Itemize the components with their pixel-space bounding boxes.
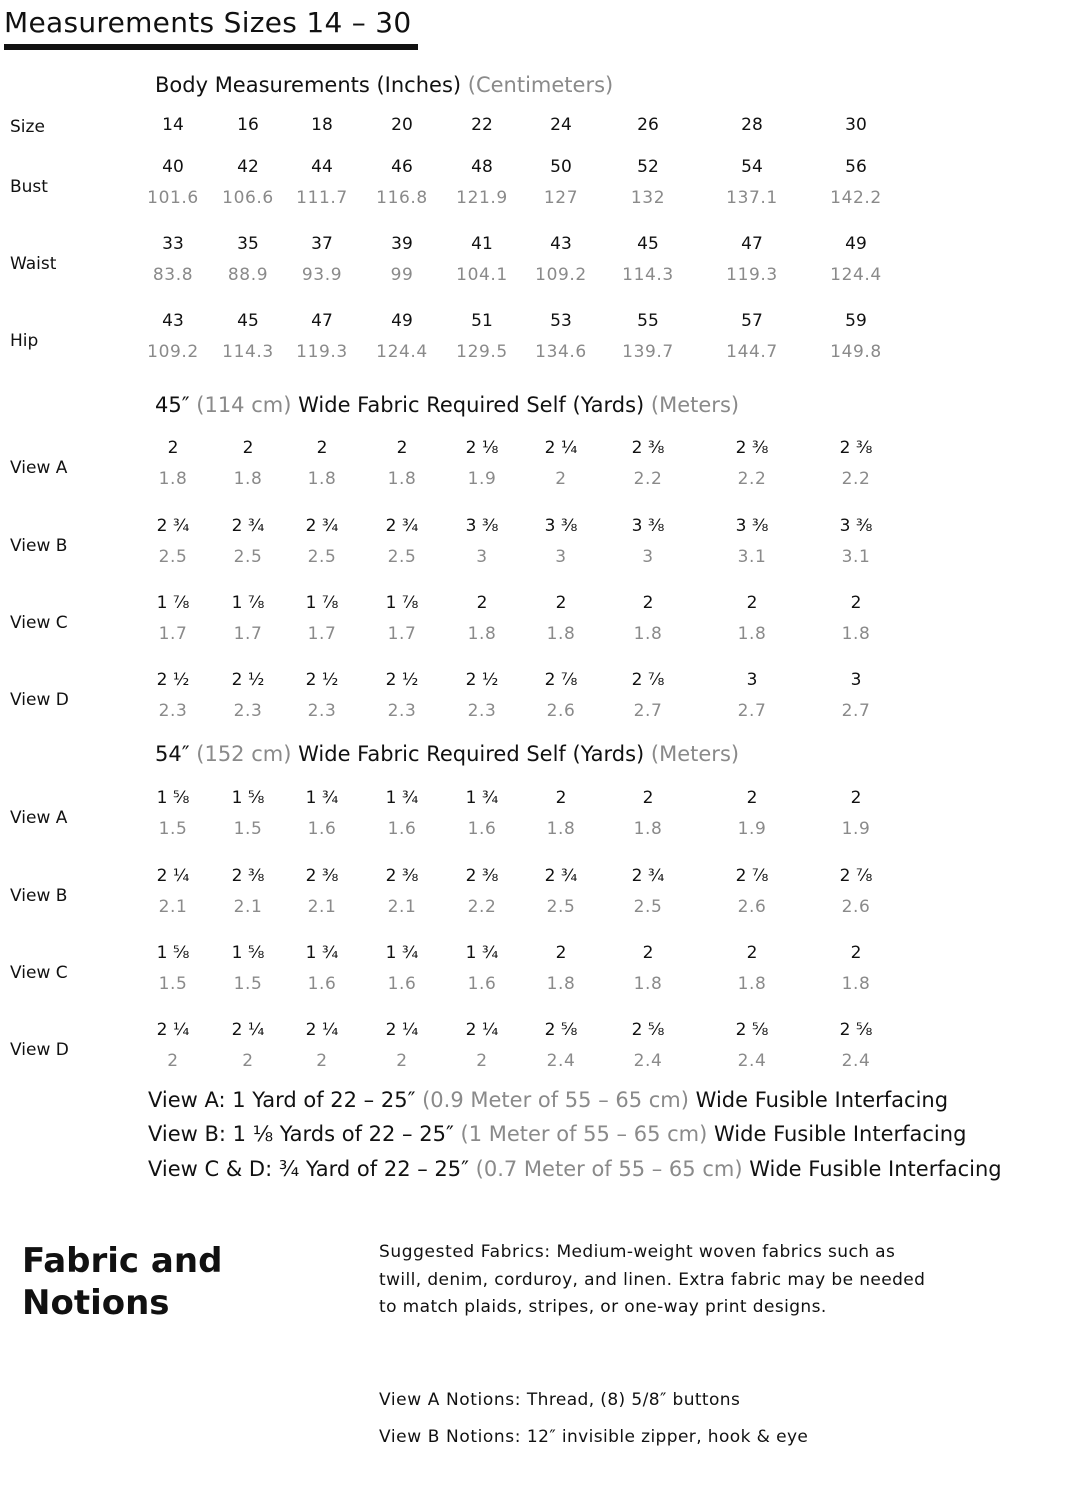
metric-cell: 2 bbox=[396, 1051, 408, 1071]
metric-cell: 3.1 bbox=[841, 547, 871, 567]
metric-cell: 1.6 bbox=[387, 974, 417, 994]
metric-cell: 1.5 bbox=[233, 974, 263, 994]
metric-cell: 2.2 bbox=[467, 897, 497, 917]
imperial-cell: 2 bbox=[850, 943, 862, 963]
imperial-cell: 57 bbox=[741, 311, 763, 331]
row-label: View A bbox=[10, 458, 68, 478]
title-rule bbox=[4, 44, 418, 50]
suggested-fabrics-paragraph bbox=[379, 1239, 939, 1322]
view-b-notions-text: 12″ invisible zipper, hook & eye bbox=[526, 1427, 809, 1447]
metric-cell: 2.3 bbox=[158, 701, 188, 721]
imperial-cell: 2 bbox=[746, 593, 758, 613]
row-label: View A bbox=[10, 808, 68, 828]
imperial-cell: 2 ½ bbox=[231, 670, 265, 690]
imperial-cell: 2 ⅝ bbox=[631, 1020, 665, 1040]
imperial-cell: 1 ¾ bbox=[465, 943, 499, 963]
metric-cell: 2 bbox=[167, 1051, 179, 1071]
imperial-cell: 2 ¼ bbox=[465, 1020, 499, 1040]
metric-cell: 2.2 bbox=[841, 469, 871, 489]
imperial-cell: 2 ⅛ bbox=[465, 438, 499, 458]
heading-main: Wide Fabric Required Self (Yards) bbox=[298, 393, 645, 417]
metric-cell: 2.1 bbox=[233, 897, 263, 917]
size-cell: 24 bbox=[550, 115, 572, 135]
imperial-cell: 43 bbox=[162, 311, 184, 331]
metric-cell: 2.3 bbox=[307, 701, 337, 721]
imperial-cell: 2 bbox=[167, 438, 179, 458]
metric-cell: 2.1 bbox=[307, 897, 337, 917]
metric-cell: 114.3 bbox=[622, 265, 674, 285]
interfacing-metric: (0.7 Meter of 55 – 65 cm) bbox=[475, 1157, 743, 1181]
imperial-cell: 2 ¾ bbox=[544, 866, 578, 886]
imperial-cell: 1 ¾ bbox=[305, 943, 339, 963]
metric-cell: 83.8 bbox=[152, 265, 194, 285]
imperial-cell: 1 ⅝ bbox=[231, 788, 265, 808]
imperial-cell: 1 ⅝ bbox=[156, 788, 190, 808]
metric-cell: 1.5 bbox=[233, 819, 263, 839]
heading-unit: (Centimeters) bbox=[467, 73, 614, 97]
metric-cell: 111.7 bbox=[296, 188, 348, 208]
imperial-cell: 55 bbox=[637, 311, 659, 331]
imperial-cell: 2 bbox=[555, 593, 567, 613]
view-a-notions bbox=[379, 1387, 939, 1415]
imperial-cell: 2 ⅞ bbox=[631, 670, 665, 690]
row-label: Hip bbox=[10, 331, 39, 351]
body-measurements-heading bbox=[155, 73, 613, 97]
metric-cell: 1.9 bbox=[841, 819, 871, 839]
metric-cell: 144.7 bbox=[726, 342, 778, 362]
metric-cell: 1.6 bbox=[307, 819, 337, 839]
interfacing-line-a bbox=[148, 1088, 948, 1112]
metric-cell: 2.7 bbox=[633, 701, 663, 721]
imperial-cell: 43 bbox=[550, 234, 572, 254]
size-cell: 22 bbox=[471, 115, 493, 135]
imperial-cell: 1 ⅝ bbox=[231, 943, 265, 963]
metric-cell: 3 bbox=[642, 547, 654, 567]
imperial-cell: 1 ¾ bbox=[385, 788, 419, 808]
imperial-cell: 3 ⅜ bbox=[465, 516, 499, 536]
imperial-cell: 49 bbox=[845, 234, 867, 254]
imperial-cell: 2 ¼ bbox=[156, 1020, 190, 1040]
metric-cell: 149.8 bbox=[830, 342, 882, 362]
metric-cell: 1.8 bbox=[633, 624, 663, 644]
metric-cell: 2.3 bbox=[233, 701, 263, 721]
metric-cell: 119.3 bbox=[296, 342, 348, 362]
imperial-cell: 52 bbox=[637, 157, 659, 177]
imperial-cell: 2 bbox=[850, 593, 862, 613]
imperial-cell: 2 ⅜ bbox=[231, 866, 265, 886]
imperial-cell: 47 bbox=[311, 311, 333, 331]
size-cell: 26 bbox=[637, 115, 659, 135]
metric-cell: 3 bbox=[476, 547, 488, 567]
imperial-cell: 53 bbox=[550, 311, 572, 331]
imperial-cell: 1 ¾ bbox=[465, 788, 499, 808]
row-label: View C bbox=[10, 613, 68, 633]
heading-unit: (Meters) bbox=[650, 393, 740, 417]
imperial-cell: 2 bbox=[642, 593, 654, 613]
imperial-cell: 2 ⅜ bbox=[305, 866, 339, 886]
imperial-cell: 2 bbox=[642, 788, 654, 808]
metric-cell: 1.6 bbox=[387, 819, 417, 839]
metric-cell: 1.7 bbox=[387, 624, 417, 644]
view-b-notions bbox=[379, 1424, 939, 1452]
metric-cell: 3.1 bbox=[737, 547, 767, 567]
metric-cell: 1.7 bbox=[158, 624, 188, 644]
imperial-cell: 2 bbox=[746, 788, 758, 808]
metric-cell: 2.2 bbox=[737, 469, 767, 489]
metric-cell: 1.7 bbox=[307, 624, 337, 644]
metric-cell: 2.3 bbox=[467, 701, 497, 721]
interfacing-metric: (1 Meter of 55 – 65 cm) bbox=[460, 1122, 708, 1146]
metric-cell: 124.4 bbox=[376, 342, 428, 362]
imperial-cell: 2 bbox=[555, 788, 567, 808]
metric-cell: 1.7 bbox=[233, 624, 263, 644]
imperial-cell: 50 bbox=[550, 157, 572, 177]
imperial-cell: 33 bbox=[162, 234, 184, 254]
imperial-cell: 2 bbox=[396, 438, 408, 458]
imperial-cell: 46 bbox=[391, 157, 413, 177]
interfacing-tail: Wide Fusible Interfacing bbox=[714, 1122, 967, 1146]
imperial-cell: 3 ⅜ bbox=[544, 516, 578, 536]
imperial-cell: 2 ¼ bbox=[305, 1020, 339, 1040]
imperial-cell: 39 bbox=[391, 234, 413, 254]
row-label: View D bbox=[10, 1040, 69, 1060]
size-cell: 30 bbox=[845, 115, 867, 135]
imperial-cell: 2 ⅜ bbox=[465, 866, 499, 886]
metric-cell: 1.8 bbox=[633, 974, 663, 994]
imperial-cell: 3 bbox=[850, 670, 862, 690]
imperial-cell: 3 bbox=[746, 670, 758, 690]
size-cell: 20 bbox=[391, 115, 413, 135]
fabric-45-heading bbox=[155, 393, 739, 417]
metric-cell: 2.5 bbox=[633, 897, 663, 917]
heading-cm: (114 cm) bbox=[196, 393, 292, 417]
metric-cell: 114.3 bbox=[222, 342, 274, 362]
metric-cell: 101.6 bbox=[147, 188, 199, 208]
metric-cell: 2.1 bbox=[387, 897, 417, 917]
imperial-cell: 2 bbox=[476, 593, 488, 613]
imperial-cell: 48 bbox=[471, 157, 493, 177]
imperial-cell: 2 ½ bbox=[465, 670, 499, 690]
metric-cell: 2.5 bbox=[387, 547, 417, 567]
size-cell: 18 bbox=[311, 115, 333, 135]
metric-cell: 2.7 bbox=[737, 701, 767, 721]
metric-cell: 2.4 bbox=[633, 1051, 663, 1071]
imperial-cell: 1 ⅞ bbox=[385, 593, 419, 613]
metric-cell: 116.8 bbox=[376, 188, 428, 208]
imperial-cell: 3 ⅜ bbox=[631, 516, 665, 536]
imperial-cell: 1 ⅞ bbox=[231, 593, 265, 613]
size-cell: 28 bbox=[741, 115, 763, 135]
interfacing-tail: Wide Fusible Interfacing bbox=[695, 1088, 949, 1112]
metric-cell: 1.8 bbox=[233, 469, 263, 489]
imperial-cell: 2 ⅞ bbox=[735, 866, 769, 886]
imperial-cell: 2 ¼ bbox=[544, 438, 578, 458]
imperial-cell: 37 bbox=[311, 234, 333, 254]
metric-cell: 1.9 bbox=[467, 469, 497, 489]
imperial-cell: 2 ½ bbox=[156, 670, 190, 690]
metric-cell: 124.4 bbox=[830, 265, 882, 285]
interfacing-lead: View A: 1 Yard of 22 – 25″ bbox=[148, 1088, 416, 1112]
metric-cell: 1.8 bbox=[737, 974, 767, 994]
metric-cell: 2.6 bbox=[737, 897, 767, 917]
heading-unit: (Meters) bbox=[650, 742, 740, 766]
imperial-cell: 51 bbox=[471, 311, 493, 331]
metric-cell: 109.2 bbox=[147, 342, 199, 362]
interfacing-metric: (0.9 Meter of 55 – 65 cm) bbox=[422, 1088, 689, 1112]
metric-cell: 1.5 bbox=[158, 819, 188, 839]
metric-cell: 2.6 bbox=[546, 701, 576, 721]
imperial-cell: 2 ⅞ bbox=[839, 866, 873, 886]
imperial-cell: 2 ⅝ bbox=[735, 1020, 769, 1040]
imperial-cell: 1 ¾ bbox=[305, 788, 339, 808]
imperial-cell: 2 bbox=[555, 943, 567, 963]
metric-cell: 142.2 bbox=[830, 188, 882, 208]
metric-cell: 1.8 bbox=[841, 974, 871, 994]
metric-cell: 1.8 bbox=[467, 624, 497, 644]
metric-cell: 1.6 bbox=[467, 974, 497, 994]
metric-cell: 1.8 bbox=[633, 819, 663, 839]
metric-cell: 2.4 bbox=[841, 1051, 871, 1071]
row-label: View B bbox=[10, 886, 68, 906]
metric-cell: 88.9 bbox=[227, 265, 269, 285]
imperial-cell: 2 ¾ bbox=[231, 516, 265, 536]
metric-cell: 2.4 bbox=[737, 1051, 767, 1071]
metric-cell: 1.5 bbox=[158, 974, 188, 994]
imperial-cell: 3 ⅜ bbox=[735, 516, 769, 536]
imperial-cell: 2 bbox=[746, 943, 758, 963]
imperial-cell: 1 ⅞ bbox=[156, 593, 190, 613]
imperial-cell: 1 ⅞ bbox=[305, 593, 339, 613]
heading-main: Body Measurements (Inches) bbox=[155, 73, 462, 97]
imperial-cell: 2 bbox=[642, 943, 654, 963]
imperial-cell: 49 bbox=[391, 311, 413, 331]
metric-cell: 93.9 bbox=[301, 265, 343, 285]
imperial-cell: 2 ⅜ bbox=[735, 438, 769, 458]
metric-cell: 2.5 bbox=[307, 547, 337, 567]
metric-cell: 3 bbox=[555, 547, 567, 567]
interfacing-line-cd bbox=[148, 1157, 1002, 1181]
fabric-54-heading bbox=[155, 742, 739, 766]
metric-cell: 2 bbox=[555, 469, 567, 489]
interfacing-lead: View C & D: ¾ Yard of 22 – 25″ bbox=[148, 1157, 469, 1181]
imperial-cell: 59 bbox=[845, 311, 867, 331]
imperial-cell: 2 ⅝ bbox=[544, 1020, 578, 1040]
metric-cell: 2 bbox=[476, 1051, 488, 1071]
imperial-cell: 45 bbox=[637, 234, 659, 254]
metric-cell: 121.9 bbox=[456, 188, 508, 208]
imperial-cell: 47 bbox=[741, 234, 763, 254]
metric-cell: 134.6 bbox=[535, 342, 587, 362]
metric-cell: 2.5 bbox=[158, 547, 188, 567]
interfacing-line-b bbox=[148, 1122, 966, 1146]
metric-cell: 2.2 bbox=[633, 469, 663, 489]
fabric-notions-title: Fabric and Notions bbox=[22, 1241, 223, 1323]
imperial-cell: 40 bbox=[162, 157, 184, 177]
suggested-fabrics-label: Suggested Fabrics: bbox=[379, 1242, 551, 1262]
imperial-cell: 2 ½ bbox=[385, 670, 419, 690]
metric-cell: 137.1 bbox=[726, 188, 778, 208]
metric-cell: 2.4 bbox=[546, 1051, 576, 1071]
interfacing-lead: View B: 1 ⅛ Yards of 22 – 25″ bbox=[148, 1122, 454, 1146]
metric-cell: 1.8 bbox=[546, 819, 576, 839]
metric-cell: 1.8 bbox=[737, 624, 767, 644]
suggested-fabrics-text: Medium-weight woven fabrics such as twill, denim, corduroy, and linen. Extra fabric may be needed to match plaids, stripes, or one-way print designs. bbox=[379, 1242, 926, 1317]
metric-cell: 2.7 bbox=[841, 701, 871, 721]
row-label: Waist bbox=[10, 254, 57, 274]
imperial-cell: 2 ½ bbox=[305, 670, 339, 690]
imperial-cell: 2 ¼ bbox=[231, 1020, 265, 1040]
view-a-notions-label: View A Notions: bbox=[379, 1390, 522, 1410]
row-label: View B bbox=[10, 536, 68, 556]
view-a-notions-text: Thread, (8) 5/8″ buttons bbox=[526, 1390, 741, 1410]
imperial-cell: 45 bbox=[237, 311, 259, 331]
imperial-cell: 2 bbox=[316, 438, 328, 458]
row-label: Bust bbox=[10, 177, 48, 197]
heading-main: Wide Fabric Required Self (Yards) bbox=[298, 742, 645, 766]
metric-cell: 2 bbox=[242, 1051, 254, 1071]
row-label: View C bbox=[10, 963, 68, 983]
imperial-cell: 2 ⅝ bbox=[839, 1020, 873, 1040]
imperial-cell: 35 bbox=[237, 234, 259, 254]
imperial-cell: 2 ⅞ bbox=[544, 670, 578, 690]
imperial-cell: 41 bbox=[471, 234, 493, 254]
imperial-cell: 1 ⅝ bbox=[156, 943, 190, 963]
imperial-cell: 44 bbox=[311, 157, 333, 177]
imperial-cell: 2 ¾ bbox=[631, 866, 665, 886]
metric-cell: 106.6 bbox=[222, 188, 274, 208]
row-label: View D bbox=[10, 690, 69, 710]
metric-cell: 2.1 bbox=[158, 897, 188, 917]
heading-width: 45″ bbox=[155, 393, 190, 417]
metric-cell: 2.5 bbox=[233, 547, 263, 567]
imperial-cell: 2 ¾ bbox=[156, 516, 190, 536]
imperial-cell: 1 ¾ bbox=[385, 943, 419, 963]
metric-cell: 119.3 bbox=[726, 265, 778, 285]
imperial-cell: 54 bbox=[741, 157, 763, 177]
metric-cell: 139.7 bbox=[622, 342, 674, 362]
imperial-cell: 2 bbox=[242, 438, 254, 458]
metric-cell: 132 bbox=[630, 188, 666, 208]
metric-cell: 2.5 bbox=[546, 897, 576, 917]
heading-width: 54″ bbox=[155, 742, 190, 766]
metric-cell: 2.6 bbox=[841, 897, 871, 917]
metric-cell: 109.2 bbox=[535, 265, 587, 285]
imperial-cell: 2 ⅜ bbox=[839, 438, 873, 458]
size-cell: 14 bbox=[162, 115, 184, 135]
metric-cell: 2 bbox=[316, 1051, 328, 1071]
page-title: Measurements Sizes 14 – 30 bbox=[4, 6, 412, 39]
size-cell: 16 bbox=[237, 115, 259, 135]
imperial-cell: 2 bbox=[850, 788, 862, 808]
interfacing-tail: Wide Fusible Interfacing bbox=[749, 1157, 1002, 1181]
metric-cell: 129.5 bbox=[456, 342, 508, 362]
imperial-cell: 2 ¼ bbox=[156, 866, 190, 886]
view-b-notions-label: View B Notions: bbox=[379, 1427, 522, 1447]
metric-cell: 1.8 bbox=[546, 624, 576, 644]
metric-cell: 1.8 bbox=[841, 624, 871, 644]
metric-cell: 1.8 bbox=[546, 974, 576, 994]
imperial-cell: 56 bbox=[845, 157, 867, 177]
imperial-cell: 2 ⅜ bbox=[631, 438, 665, 458]
metric-cell: 2.3 bbox=[387, 701, 417, 721]
metric-cell: 104.1 bbox=[456, 265, 508, 285]
metric-cell: 1.8 bbox=[387, 469, 417, 489]
metric-cell: 99 bbox=[390, 265, 414, 285]
metric-cell: 1.6 bbox=[307, 974, 337, 994]
imperial-cell: 3 ⅜ bbox=[839, 516, 873, 536]
imperial-cell: 2 ¾ bbox=[305, 516, 339, 536]
metric-cell: 1.8 bbox=[158, 469, 188, 489]
size-label: Size bbox=[10, 117, 45, 137]
heading-cm: (152 cm) bbox=[196, 742, 292, 766]
imperial-cell: 2 ¾ bbox=[385, 516, 419, 536]
imperial-cell: 2 ¼ bbox=[385, 1020, 419, 1040]
imperial-cell: 42 bbox=[237, 157, 259, 177]
imperial-cell: 2 ⅜ bbox=[385, 866, 419, 886]
metric-cell: 1.9 bbox=[737, 819, 767, 839]
metric-cell: 1.6 bbox=[467, 819, 497, 839]
metric-cell: 1.8 bbox=[307, 469, 337, 489]
metric-cell: 127 bbox=[543, 188, 579, 208]
